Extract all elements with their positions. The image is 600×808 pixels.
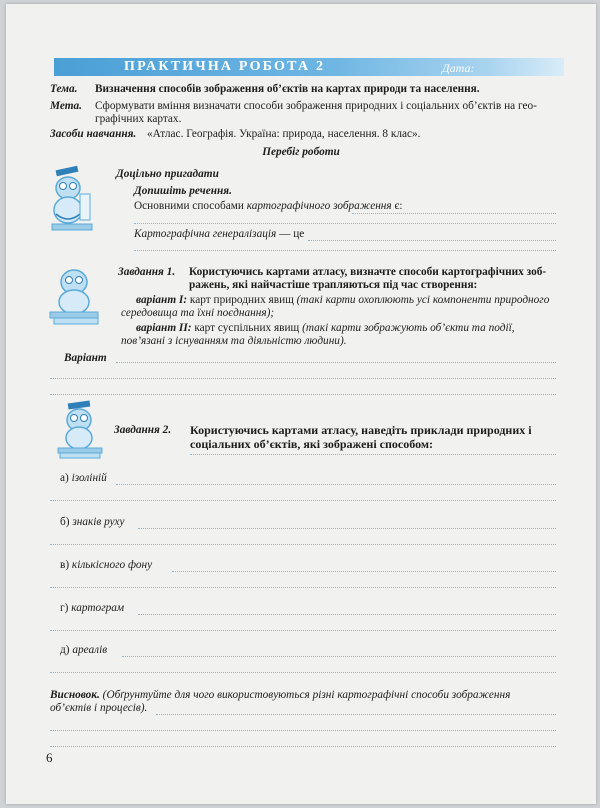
task2-text-1: Користуючись картами атласу, наведіть приклади природних і [190,423,532,437]
item-prefix: в) [60,559,72,571]
owl-mascot-icon [46,164,102,236]
answer-line[interactable] [50,500,556,501]
owl-reading-icon [46,262,106,328]
goal-label: Мета. [50,100,83,112]
owl-stack-icon [54,400,108,462]
answer-line[interactable] [172,571,556,572]
answer-line[interactable] [308,240,556,241]
variant1-italic-1: (такі карти охоплюють усі компоненти природного [296,294,550,306]
item-prefix: г) [60,602,72,614]
remember-line1-prefix: Основними способами [134,200,247,212]
topic-text: Визначення способів зображення об’єктів на картах природи та населення. [95,83,480,95]
page-title: ПРАКТИЧНА РОБОТА 2 [124,59,326,74]
conclusion-line-2: об’єктів і процесів). [50,702,148,714]
item-prefix: а) [60,472,72,484]
remember-line1-suffix: є: [391,200,403,212]
variant2-italic-1: (такі карти зображують об’єкти та події, [302,322,515,334]
task2-item-e [60,644,107,657]
variant-label: Варіант [64,352,107,364]
remember-heading: Доцільно пригадати [116,168,219,180]
conclusion-label: Висновок. [50,689,100,701]
remember-line2-italic: Картографічна генералізація [134,228,277,240]
answer-line[interactable] [50,544,556,545]
item-label: ареалів [72,644,108,656]
answer-line[interactable] [352,213,556,214]
answer-line[interactable] [50,730,556,731]
item-label: ізоліній [71,472,107,484]
answer-line[interactable] [50,630,556,631]
answer-line[interactable] [190,454,556,455]
remember-line-1 [134,200,402,213]
item-prefix: д) [60,644,73,656]
answer-line[interactable] [134,223,556,224]
answer-line[interactable] [50,746,556,747]
task2-item-d [60,602,124,615]
workbook-page [6,4,596,804]
task1-text-1: Користуючись картами атласу, визначте способи картографічних зоб- [189,266,547,278]
answer-line[interactable] [50,394,556,395]
remember-line1-italic: картографічного зображення [246,200,392,212]
task1-text-2: ражень, які найчастіше трапляються під час створення: [189,279,478,291]
task2-item-a [60,472,107,485]
task2-item-c [60,559,152,572]
answer-line[interactable] [50,587,556,588]
task1-label: Завдання 1. [118,266,176,278]
answer-line[interactable] [116,484,556,485]
task1-variant2-line2: пов’язані з існуванням та діяльністю людини). [121,335,347,347]
variant2-label: варіант ІІ: [136,322,192,334]
conclusion-line-1 [50,689,560,702]
task2-label: Завдання 2. [114,424,172,436]
answer-line[interactable] [116,362,556,363]
item-label: знаків руху [72,516,125,528]
answer-line[interactable] [134,250,556,251]
item-label: картограм [71,602,125,614]
conclusion-text-1: (Обґрунтуйте для чого використовуються різні картографічні способи зображення [99,689,511,701]
remember-line-2 [134,228,304,241]
task1-variant1-line1 [136,294,549,307]
answer-line[interactable] [138,528,556,529]
answer-line[interactable] [156,714,556,715]
answer-line[interactable] [50,672,556,673]
answer-line[interactable] [50,378,556,379]
topic-label: Тема. [50,83,78,95]
page-number: 6 [46,750,53,765]
remember-line2-suffix: — це [276,228,305,240]
answer-line[interactable] [138,614,556,615]
item-label: кількісного фону [71,559,153,571]
task1-variant2-line1 [136,322,515,335]
task2-item-b [60,516,125,529]
remember-subheading: Допишіть речення. [134,185,232,197]
progress-heading: Перебіг роботи [262,146,340,158]
answer-line[interactable] [122,656,556,657]
variant2-text: карт суспільних явищ [191,322,303,334]
task1-variant1-line2: середовища та їхні поєднання); [121,307,275,319]
task2-text-2: соціальних об’єктів, які зображені способом: [190,437,434,451]
variant1-label: варіант І: [136,294,188,306]
goal-text-2: графічних картах. [95,113,182,125]
goal-text-1: Сформувати вміння визначати способи зображення природних і соціальних об’єктів на гео- [95,100,537,112]
tools-label: Засоби навчання. [50,128,137,140]
variant1-text: карт природних явищ [187,294,297,306]
tools-text: «Атлас. Географія. Україна: природа, населення. 8 клас». [147,128,421,140]
item-prefix: б) [60,516,73,528]
date-label: Дата: [442,61,475,75]
